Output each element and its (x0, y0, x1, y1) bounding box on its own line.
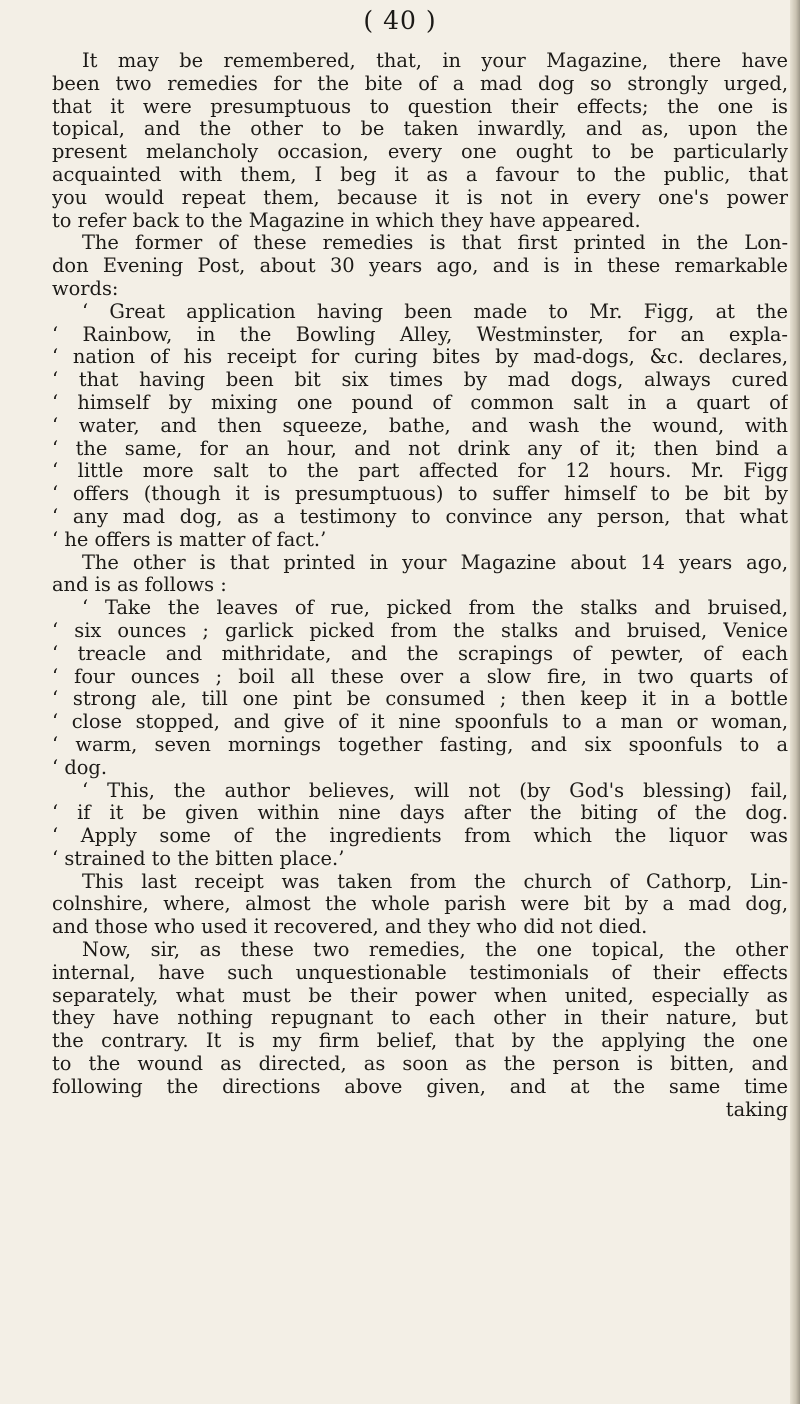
text-line: ‘ warm, seven mornings together fasting, and six spoonfuls to a (52, 733, 788, 756)
text-line: ‘ water, and then squeeze, bathe, and wash the wound, with (52, 414, 788, 437)
text-line: ‘ that having been bit six times by mad dogs, always cured (52, 369, 788, 392)
text-line: The former of these remedies is that first printed in the Lon- (82, 232, 788, 255)
text-line: topical, and the other to be taken inwardly, and as, upon the (52, 118, 788, 141)
catchword: taking (725, 1098, 788, 1121)
text-line: ‘ nation of his receipt for curing bites by mad-dogs, &c. declares, (52, 346, 788, 369)
text-line: you would repeat them, because it is not in every one's power (52, 186, 788, 209)
text-line: to the wound as directed, as soon as the person is bitten, and (52, 1053, 788, 1076)
text-line: colnshire, where, almost the whole parish were bit by a mad dog, (52, 893, 788, 916)
text-line: don Evening Post, about 30 years ago, and is in these remarkable (52, 255, 788, 278)
text-line: ‘ any mad dog, as a testimony to convince any person, that what (52, 505, 788, 528)
text-line: ‘ four ounces ; boil all these over a slow fire, in two quarts of (52, 665, 788, 688)
text-line: acquainted with them, I beg it as a favour to the public, that (52, 163, 788, 186)
text-line: ‘ Take the leaves of rue, picked from the stalks and bruised, (82, 597, 788, 620)
text-line: and is as follows : (52, 574, 227, 597)
text-line: the contrary. It is my firm belief, that by the applying the one (52, 1030, 788, 1053)
text-line: present melancholy occasion, every one ought to be particularly (52, 141, 788, 164)
text-line: ‘ little more salt to the part affected for 12 hours. Mr. Figg (52, 460, 788, 483)
text-line: and those who used it recovered, and they who did not died. (52, 916, 648, 939)
text-line: ‘ if it be given within nine days after the biting of the dog. (52, 802, 788, 825)
text-line: ‘ close stopped, and give of it nine spoonfuls to a man or woman, (52, 711, 788, 734)
text-line: ‘ he offers is matter of fact.’ (52, 528, 327, 551)
text-line: that it were presumptuous to question their effects; the one is (52, 95, 788, 118)
text-line: Now, sir, as these two remedies, the one topical, the other (82, 939, 788, 962)
page-edge (790, 0, 800, 1404)
text-line: ‘ six ounces ; garlick picked from the stalks and bruised, Venice (52, 619, 788, 642)
text-line: they have nothing repugnant to each other in their nature, but (52, 1007, 788, 1030)
text-line: ‘ offers (though it is presumptuous) to suffer himself to be bit by (52, 483, 788, 506)
text-line: ‘ Great application having been made to Mr. Figg, at the (82, 300, 788, 323)
text-line: ‘ strong ale, till one pint be consumed ; then keep it in a bottle (52, 688, 788, 711)
text-line: following the directions above given, and at the same time (52, 1075, 788, 1098)
text-line: to refer back to the Magazine in which they have appeared. (52, 209, 641, 232)
text-line: separately, what must be their power when united, especially as (52, 984, 788, 1007)
text-line: ‘ himself by mixing one pound of common salt in a quart of (52, 391, 788, 414)
text-line: The other is that printed in your Magazine about 14 years ago, (82, 551, 788, 574)
text-line: ‘ treacle and mithridate, and the scrapings of pewter, of each (52, 642, 788, 665)
text-line: ‘ dog. (52, 756, 107, 779)
page-number: ( 40 ) (363, 6, 437, 35)
text-line: internal, have such unquestionable testimonials of their effects (52, 961, 788, 984)
text-line: ‘ Apply some of the ingredients from which the liquor was (52, 825, 788, 848)
text-line: ‘ Rainbow, in the Bowling Alley, Westminster, for an expla- (52, 323, 788, 346)
text-line: It may be remembered, that, in your Magazine, there have (82, 50, 788, 72)
text-line: This last receipt was taken from the church of Cathorp, Lin- (82, 870, 788, 893)
text-line: been two remedies for the bite of a mad dog so strongly urged, (52, 72, 788, 95)
body-text (52, 50, 788, 1121)
text-line: ‘ This, the author believes, will not (by God's blessing) fail, (82, 779, 788, 802)
text-line: ‘ strained to the bitten place.’ (52, 847, 345, 870)
text-line: words: (52, 277, 119, 300)
text-line: ‘ the same, for an hour, and not drink any of it; then bind a (52, 437, 788, 460)
